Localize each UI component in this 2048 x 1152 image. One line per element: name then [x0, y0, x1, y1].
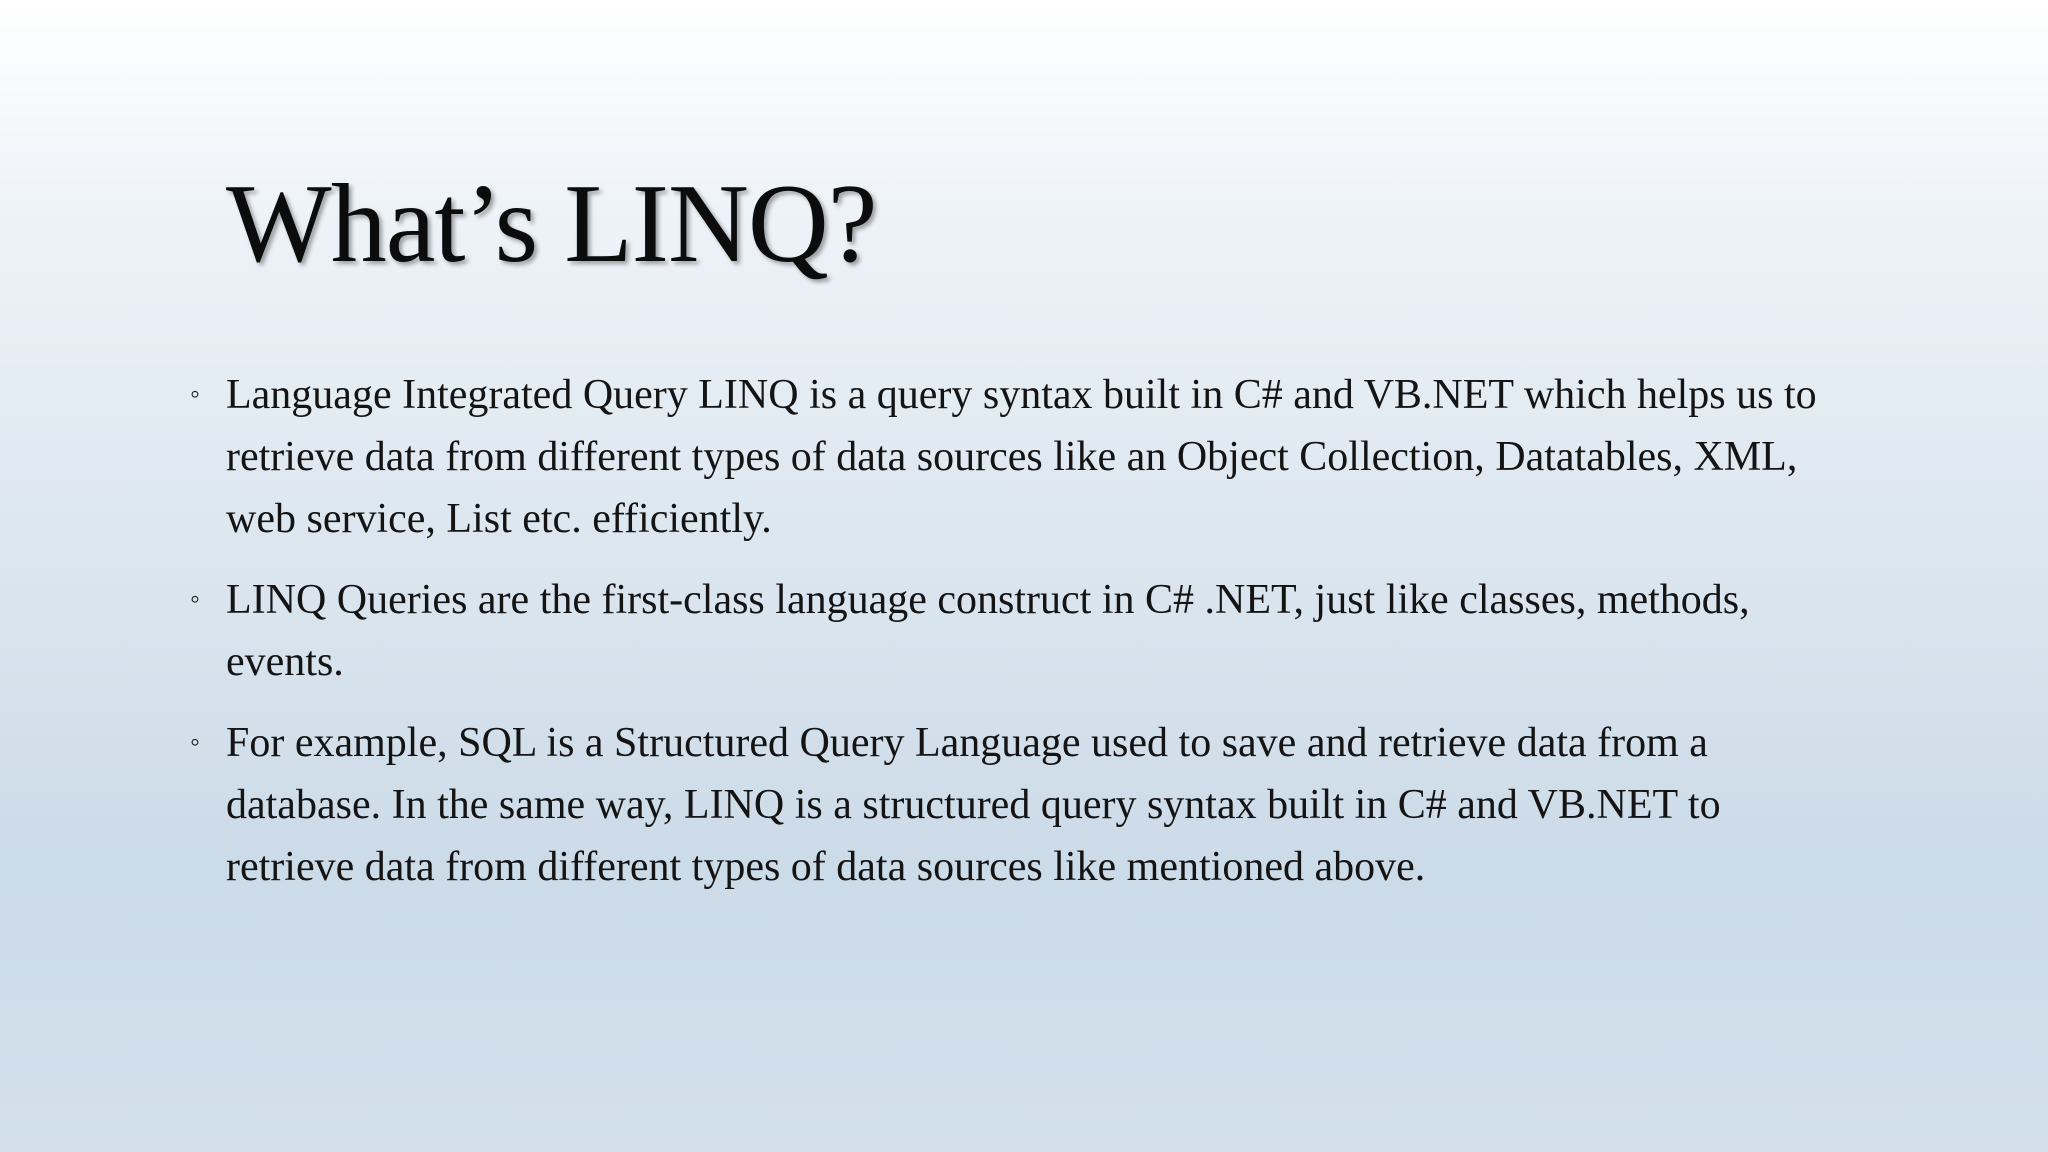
bullet-text: LINQ Queries are the first-class language construct in C# .NET, just like classes, methods, events.	[226, 577, 1750, 685]
bullet-marker-icon: ◦	[190, 727, 200, 758]
bullet-list	[190, 364, 1840, 917]
bullet-marker-icon: ◦	[190, 584, 200, 615]
bullet-item	[190, 712, 1840, 898]
slide-title: What’s LINQ?	[226, 162, 877, 286]
bullet-item	[190, 569, 1840, 693]
bullet-text: Language Integrated Query LINQ is a query syntax built in C# and VB.NET which helps us to retrieve data from different types of data sources like an Object Collection, Datatables, XML, web service, List etc. efficiently.	[226, 372, 1817, 542]
bullet-marker-icon: ◦	[190, 379, 200, 410]
bullet-text: For example, SQL is a Structured Query Language used to save and retrieve data from a database. In the same way, LINQ is a structured query syntax built in C# and VB.NET to retrieve data from different types of data sources like mentioned above.	[226, 720, 1721, 890]
bullet-item	[190, 364, 1840, 550]
